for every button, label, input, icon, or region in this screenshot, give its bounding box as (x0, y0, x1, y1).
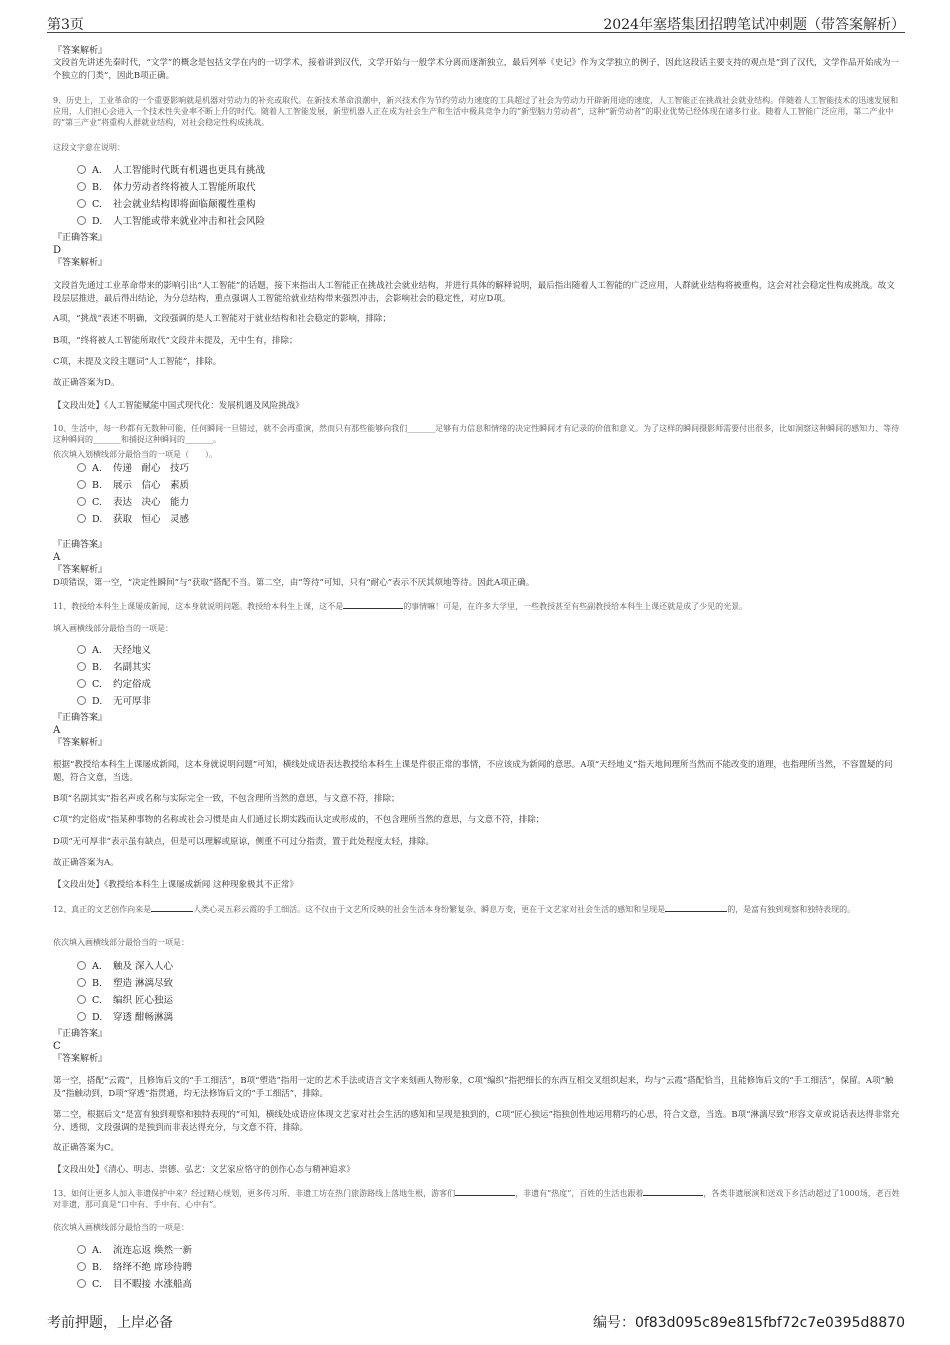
q9-source: 【文段出处】《人工智能赋能中国式现代化：发展机遇及风险挑战》 (53, 401, 304, 411)
document-title: 2024年塞塔集团招聘笔试冲刺题（带答案解析） (603, 17, 905, 33)
q12-analysis-2: 第二空，根据后文“是富有独到观察和独特表现的”可知，横线处成语应体现文艺家对社会生活的感知和呈现是独到的，C项“匠心独运”指独创性地运用精巧的心思，符合文意，当选。B项“淋漓尽致”形容文章或说话表达得非常充分、透彻，文段强调的是独到而非表达得充分，与文意不符，排除。 (53, 1110, 900, 1133)
radio-icon[interactable] (77, 645, 86, 654)
radio-icon[interactable] (77, 1279, 86, 1288)
q11-note-c: C项“约定俗成”指某种事物的名称或社会习惯是由人们通过长期实践而认定或形成的，不包含理所当然的意思，与文意不符，排除； (53, 815, 545, 825)
q12-source: 【文段出处】《清心、明志、崇德、弘艺：文艺家应恪守的创作心态与精神追求》 (53, 1165, 355, 1175)
analysis-text: 文段首先讲述先秦时代，“文学”的概念是包括文学在内的一切学术，接着讲到汉代，文学开始与一般学术分离而逐渐独立，最后列举《史记》作为文学独立的例子，因此这段话主要支持的观点是“到了汉代，文学作品开始成为一个独立的门类”，因此B项正确。 (53, 58, 900, 81)
q9-option-c[interactable]: C. 社会就业结构即将面临颠覆性重构 (77, 198, 256, 211)
radio-icon[interactable] (77, 182, 86, 191)
radio-icon[interactable] (77, 662, 86, 671)
q11-option-a[interactable]: A. 天经地义 (77, 644, 151, 657)
q9-conclusion: 故正确答案为D。 (53, 378, 120, 388)
q10-option-b[interactable]: B. 展示 信心 素质 (77, 479, 189, 492)
q11-option-d[interactable]: D. 无可厚非 (77, 695, 151, 708)
q13-option-c[interactable]: C. 目不暇接 水涨船高 (77, 1278, 192, 1291)
correct-answer-label: 『正确答案』 (53, 1029, 108, 1039)
q11-option-c[interactable]: C. 约定俗成 (77, 678, 151, 691)
q12-analysis-1: 第一空，搭配“云霞”，且修饰后文的“手工细活”，B项“塑造”指用一定的艺术手法或语言文字来刻画人物形象，C项“编织”指把细长的东西互相交叉组织起来，均与“云霞”搭配恰当，且能修饰后文的“手工细活”，保留。A项“触及”指触动到，D项“穿透”指贯通，均无法修饰后文的“手工细活”，排除。 (53, 1076, 894, 1099)
question-13-prompt: 依次填入画横线部分最恰当的一项是： (53, 1223, 189, 1232)
question-12-stem: 12、真正的文艺创作向来是 人类心灵五彩云霞的手工细活。这不仅由于文艺所反映的社会生活本身纷繁复杂、瞬息万变，更在于文艺家对社会生活的感知和呈现是 的，是富有独到观察和独特表现的。 (53, 905, 856, 914)
q11-note-d: D项“无可厚非”表示虽有缺点，但是可以理解或原谅，侧重不可过分指责，置于此处程度太轻，排除。 (53, 837, 435, 847)
radio-icon[interactable] (77, 995, 86, 1004)
q13-option-b[interactable]: B. 络绎不绝 席珍待聘 (77, 1261, 192, 1274)
q12-option-c[interactable]: C. 编织 匠心独运 (77, 994, 173, 1007)
question-9-prompt: 这段文字意在说明： (53, 143, 125, 152)
question-11-stem: 11、教授给本科生上课屡成新闻，这本身就说明问题。教授给本科生上课，这不是 的事情嘛！可是，在许多大学里，一些教授甚至有些副教授给本科生上课还就是成了少见的光景。 (53, 602, 748, 611)
radio-icon[interactable] (77, 978, 86, 987)
question-13-stem: 13、如何让更多人加入非遗保护中来？经过精心规划，更多传习所、非遗工坊在热门旅游路线上落地生根，游客们 ，非遗有“热度”，百姓的生活也跟着 ，各类非遗展演和送戏下乡活动超过了1000场，老百姓对非遗，那可真是“口中有、手中有、心中有”。 (53, 1189, 900, 1209)
answer-analysis-label: 『答案解析』 (53, 738, 108, 748)
q13-option-a[interactable]: A. 流连忘返 焕然一新 (77, 1244, 192, 1257)
q11-answer: A (53, 725, 61, 736)
correct-answer-label: 『正确答案』 (53, 540, 108, 550)
q10-analysis: D项错误，第一空，“决定性瞬间”与“获取”搭配不当。第二空，由“等待”可知，只有“耐心”表示不厌其烦地等待。因此A项正确。 (53, 578, 535, 588)
q12-option-b[interactable]: B. 塑造 淋漓尽致 (77, 977, 173, 990)
q12-option-a[interactable]: A. 触及 深入人心 (77, 960, 173, 973)
q9-option-b[interactable]: B. 体力劳动者终将被人工智能所取代 (77, 181, 256, 194)
q11-option-b[interactable]: B. 名副其实 (77, 661, 151, 674)
q9-answer: D (53, 245, 62, 256)
radio-icon[interactable] (77, 497, 86, 506)
q11-note-b: B项“名副其实”指名声或名称与实际完全一致，不包含理所当然的意思，与文意不符，排除； (53, 794, 400, 804)
radio-icon[interactable] (77, 1262, 86, 1271)
answer-analysis-label: 『答案解析』 (53, 565, 108, 575)
q9-note-b: B项，“终将被人工智能所取代”文段并未提及，无中生有，排除； (53, 336, 298, 346)
q10-option-a[interactable]: A. 传递 耐心 技巧 (77, 462, 189, 475)
q9-option-a[interactable]: A. 人工智能时代既有机遇也更具有挑战 (77, 164, 265, 177)
radio-icon[interactable] (77, 679, 86, 688)
answer-analysis-label: 『答案解析』 (53, 1054, 108, 1064)
radio-icon[interactable] (77, 1012, 86, 1021)
correct-answer-label: 『正确答案』 (53, 713, 108, 723)
question-12-prompt: 依次填入画横线部分最恰当的一项是： (53, 938, 189, 947)
q11-analysis: 根据“教授给本科生上课屡成新闻，这本身就说明问题”可知，横线处成语表达教授给本科生上课是件很正常的事情，不应该成为新闻的意思。A项“天经地义”指天地间理所当然而不能改变的道理，也指理所当然，不容置疑的问题，符合文意，当选。 (53, 760, 893, 783)
answer-analysis-label: 『答案解析』 (53, 46, 108, 56)
q10-answer: A (53, 552, 61, 563)
page-header (47, 10, 905, 33)
answer-analysis-label: 『答案解析』 (53, 258, 108, 268)
q10-option-d[interactable]: D. 获取 恒心 灵感 (77, 513, 189, 526)
q11-conclusion: 故正确答案为A。 (53, 858, 119, 868)
question-11-prompt: 填入画横线部分最恰当的一项是： (53, 624, 173, 633)
radio-icon[interactable] (77, 961, 86, 970)
radio-icon[interactable] (77, 199, 86, 208)
radio-icon[interactable] (77, 463, 86, 472)
radio-icon[interactable] (77, 1245, 86, 1254)
page-number: 第3页 (47, 17, 84, 33)
radio-icon[interactable] (77, 480, 86, 489)
radio-icon[interactable] (77, 165, 86, 174)
footer-slogan: 考前押题，上岸必备 (47, 1315, 173, 1331)
q9-option-d[interactable]: D. 人工智能或带来就业冲击和社会风险 (77, 215, 265, 228)
question-10-stem: 10、生活中，每一秒都有无数种可能，任何瞬间一旦错过，就不会再重演，然而只有那些能够向我们_______足够有力信息和情绪的决定性瞬间才有记录的价值和意义。为了这样的瞬间摄影师需要付出很多，比如洞察这种瞬间的感知力、等待这种瞬间的_______和捕捉这种瞬间的_______。 (53, 424, 900, 444)
q11-source: 【文段出处】《教授给本科生上课屡成新闻 这种现象极其不正常》 (53, 880, 298, 890)
q12-conclusion: 故正确答案为C。 (53, 1143, 120, 1153)
radio-icon[interactable] (77, 216, 86, 225)
q10-option-c[interactable]: C. 表达 决心 能力 (77, 496, 189, 509)
q12-option-d[interactable]: D. 穿透 酣畅淋漓 (77, 1011, 173, 1024)
correct-answer-label: 『正确答案』 (53, 233, 108, 243)
radio-icon[interactable] (77, 696, 86, 705)
q9-note-a: A项，“挑战”表述不明确，文段强调的是人工智能对于就业结构和社会稳定的影响，排除； (53, 314, 391, 324)
q12-answer: C (53, 1041, 61, 1052)
q9-analysis: 文段首先通过工业革命带来的影响引出“人工智能”的话题，接下来指出人工智能正在挑战社会就业结构，并进行具体的解释说明，最后指出随着人工智能的广泛应用，人群就业结构将被重构，这会对社会稳定性构成挑战。故文段层层推进，最后得出结论，为分总结构，重点强调人工智能给就业结构带来强烈冲击，会影响社会的稳定性，对应D项。 (53, 281, 895, 304)
question-10-prompt: 依次填入划横线部分最恰当的一项是（ ）。 (53, 450, 217, 459)
question-9-stem: 9、历史上，工业革命的一个重要影响就是机器对劳动力的补充或取代。在新技术革命浪潮中，新兴技术作为节约劳动力速度的工具超过了社会为劳动力开辟新用途的速度，人工智能正在挑战社会就业结构。伴随着人工智能技术的迅速发展和应用，人们担心会进入一个技术性失业率不断上升的时代。随着人工智能发展，新型机器人正在成为社会生产和生活中极具竞争力的“新型脑力劳动者”，这种“新劳动者”的职业优势已经体现在诸多行业。随着人工智能广泛应用，第二产业中的“第三产业”将重构人群就业结构，对社会稳定性构成挑战。 (53, 96, 899, 127)
q9-note-c: C项，未提及文段主题词“人工智能”，排除。 (53, 357, 222, 367)
radio-icon[interactable] (77, 514, 86, 523)
document-code: 编号：0f83d095c89e815fbf72c7e0395d8870 (592, 1315, 905, 1331)
